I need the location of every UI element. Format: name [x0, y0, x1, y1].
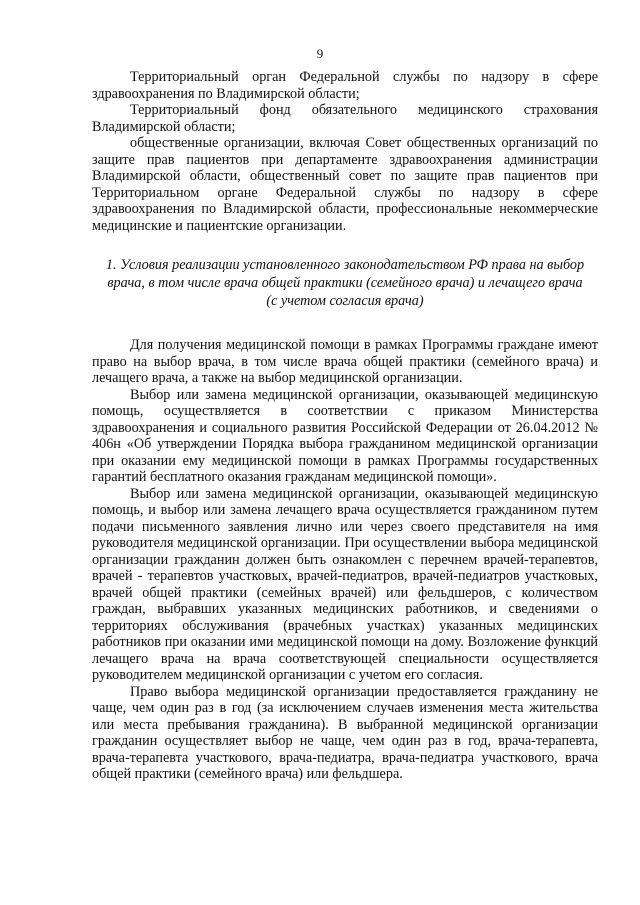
page-number: 9 — [316, 46, 324, 61]
body-paragraph: Право выбора медицинской организации предоставляется гражданину не чаще, чем один раз в год (за исключением случаев изменения места жительства или места пребывания гражданина). В выбранной медицинской организации гражданин осуществляет выбор не чаще, чем один раз в год, врача-терапевта, врача-терапевта участкового, врача-педиатра, врача-педиатра участкового, врача общей практики (семейного врача) или фельдшера. — [92, 683, 598, 782]
body-paragraph: Для получения медицинской помощи в рамках Программы граждане имеют право на выбор врача, в том числе врача общей практики (семейного врача) и лечащего врача, а также на выбор медицинской организации. — [92, 337, 598, 386]
document-body — [92, 69, 598, 783]
section-title: 1. Условия реализации установленного законодательством РФ права на выбор врача, в том числе врача общей практики (семейного врача) и лечащего врача (с учетом согласия врача) — [105, 257, 585, 309]
intro-paragraph: Территориальный орган Федеральной службы по надзору в сфере здравоохранения по Владимирской области; — [92, 69, 598, 102]
body-paragraph: Выбор или замена медицинской организации, оказывающей медицинскую помощь, и выбор или замена лечащего врача осуществляется гражданином путем подачи письменного заявления лично или через своего представителя на имя руководителя медицинской организации. При осуществлении выбора медицинской организации гражданин должен быть ознакомлен с перечнем врачей-терапевтов, врачей - терапевтов участковых, врачей-педиатров, врачей-педиатров участковых, врачей общей практики (семейных врачей) или фельдшеров, с количеством граждан, выбравших указанных медицинских работников, и сведениями о территориях обслуживания (врачебных участках) указанных медицинских работников при оказании ими медицинской помощи на дому. Возложение функций лечащего врача на врача соответствующей специальности осуществляется руководителем медицинской организации с учетом его согласия. — [92, 485, 598, 683]
intro-paragraph: Территориальный фонд обязательного медицинского страхования Владимирской области; — [92, 102, 598, 135]
intro-paragraph: общественные организации, включая Совет общественных организаций по защите прав пациентов при департаменте здравоохранения администрации Владимирской области, общественный совет по защите прав пациентов при Территориальном органе Федеральной службы по надзору в сфере здравоохранения по Владимирской области, профессиональные некоммерческие медицинские и пациентские организации. — [92, 135, 598, 234]
body-paragraph: Выбор или замена медицинской организации, оказывающей медицинскую помощь, осуществляется в соответствии с приказом Министерства здравоохранения и социального развития Российской Федерации от 26.04.2012 № 406н «Об утверждении Порядка выбора гражданином медицинской организации при оказании ему медицинской помощи в рамках Программы государственных гарантий бесплатного оказания гражданам медицинской помощи». — [92, 386, 598, 485]
